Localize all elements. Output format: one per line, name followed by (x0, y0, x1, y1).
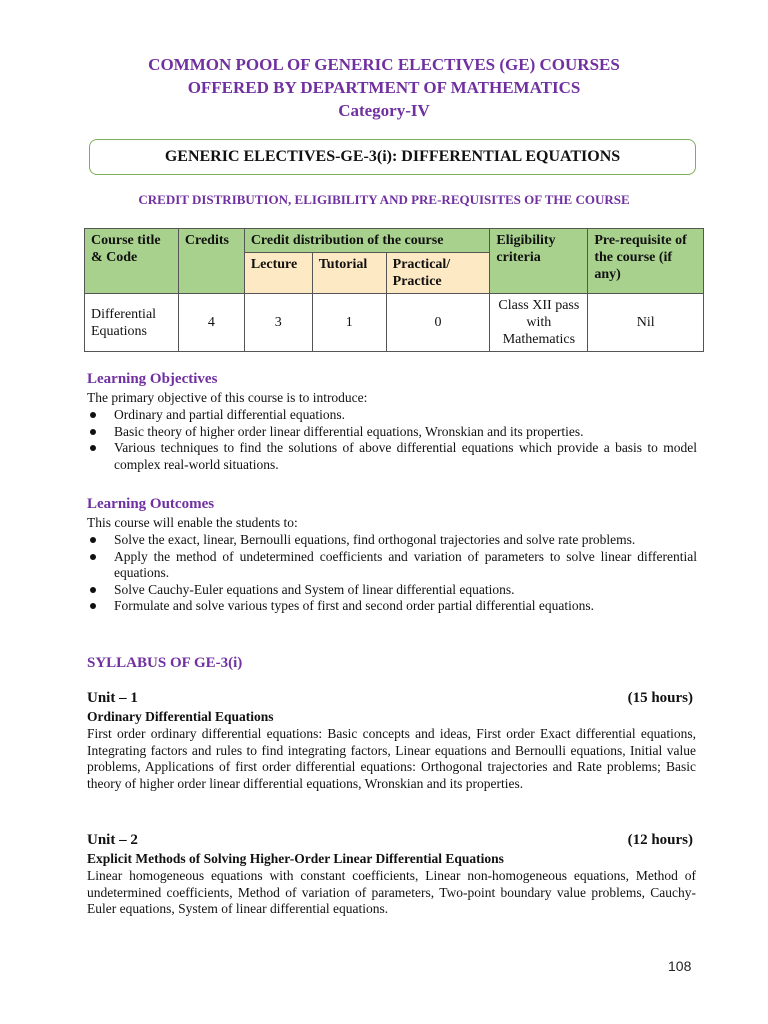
table-header-row (85, 229, 704, 253)
credit-table (84, 228, 704, 352)
bullet-icon (90, 445, 96, 451)
document-header (0, 53, 768, 122)
bullet-icon (90, 537, 96, 543)
list-item: Ordinary and partial differential equations. (87, 407, 697, 424)
unit-2-text: Linear homogeneous equations with constant coefficients, Linear non-homogeneous equations, Method of undetermined coefficients, Method of variation of parameters, Two-point boundary value problems, Cauchy-Euler equations, System of linear differential equations. (87, 868, 696, 916)
bullet-icon (90, 554, 96, 560)
cell-practical: 0 (386, 294, 490, 352)
header-prereq: Pre-requisite of the course (if any) (588, 229, 704, 294)
header-credits: Credits (178, 229, 244, 294)
header-practical: Practical/ Practice (386, 253, 490, 294)
cell-prereq: Nil (588, 294, 704, 352)
learning-outcomes-list (87, 532, 697, 615)
list-item: Formulate and solve various types of first and second order partial differential equations. (87, 598, 697, 615)
cell-tutorial: 1 (312, 294, 386, 352)
list-item: Apply the method of undetermined coefficients and variation of parameters to solve linear differential equations. (87, 549, 697, 582)
list-item: Solve Cauchy-Euler equations and System of linear differential equations. (87, 582, 697, 599)
header-tutorial: Tutorial (312, 253, 386, 294)
syllabus-heading: SYLLABUS OF GE-3(i) (87, 655, 243, 671)
cell-credits: 4 (178, 294, 244, 352)
list-item: Various techniques to find the solutions of above differential equations which provide a basis to model complex real-world situations. (87, 440, 697, 473)
learning-objectives-heading: Learning Objectives (87, 371, 218, 387)
unit-2-subtitle: Explicit Methods of Solving Higher-Order Linear Differential Equations (87, 851, 504, 866)
bullet-icon (90, 412, 96, 418)
unit-2-hours: (12 hours) (627, 832, 693, 848)
unit-2-title: Unit – 2 (87, 832, 138, 848)
header-line-1: COMMON POOL OF GENERIC ELECTIVES (GE) COURSES (148, 55, 620, 74)
header-lecture: Lecture (244, 253, 312, 294)
unit-1-title: Unit – 1 (87, 690, 138, 706)
cell-eligibility: Class XII pass with Mathematics (490, 294, 588, 352)
course-title-box (89, 139, 696, 175)
cell-course: Differential Equations (85, 294, 179, 352)
page-number: 108 (668, 958, 692, 974)
list-item: Basic theory of higher order linear differential equations, Wronskian and its properties. (87, 424, 697, 441)
unit-2-header (87, 832, 693, 849)
learning-outcomes-intro: This course will enable the students to: (87, 515, 298, 530)
header-distribution: Credit distribution of the course (244, 229, 490, 253)
list-item: Solve the exact, linear, Bernoulli equations, find orthogonal trajectories and solve rate problems. (87, 532, 697, 549)
table-row (85, 294, 704, 352)
credit-heading: CREDIT DISTRIBUTION, ELIGIBILITY AND PRE-REQUISITES OF THE COURSE (138, 192, 630, 207)
unit-1-subtitle: Ordinary Differential Equations (87, 709, 274, 724)
course-title: GENERIC ELECTIVES-GE-3(i): DIFFERENTIAL EQUATIONS (164, 148, 621, 165)
learning-objectives-list (87, 407, 697, 473)
header-category: Category-IV (338, 101, 430, 120)
learning-outcomes-heading: Learning Outcomes (87, 496, 215, 512)
header-course: Course title & Code (85, 229, 179, 294)
unit-1-hours: (15 hours) (627, 690, 693, 706)
cell-lecture: 3 (244, 294, 312, 352)
learning-objectives-intro: The primary objective of this course is to introduce: (87, 390, 368, 405)
header-eligibility: Eligibility criteria (490, 229, 588, 294)
unit-1-header (87, 690, 693, 707)
unit-1-text: First order ordinary differential equations: Basic concepts and ideas, First order Exact differential equations, Integrating factors and rules to find integrating factors, Linear equations and Bernoulli equations, Initial value problems, Applications of first order differential equations: Orthogonal trajectories and Rate problems; Basic theory of higher order linear differential equations, Wronskian and its properties. (87, 726, 696, 791)
bullet-icon (90, 603, 96, 609)
header-line-2: OFFERED BY DEPARTMENT OF MATHEMATICS (187, 78, 581, 97)
bullet-icon (90, 429, 96, 435)
bullet-icon (90, 587, 96, 593)
